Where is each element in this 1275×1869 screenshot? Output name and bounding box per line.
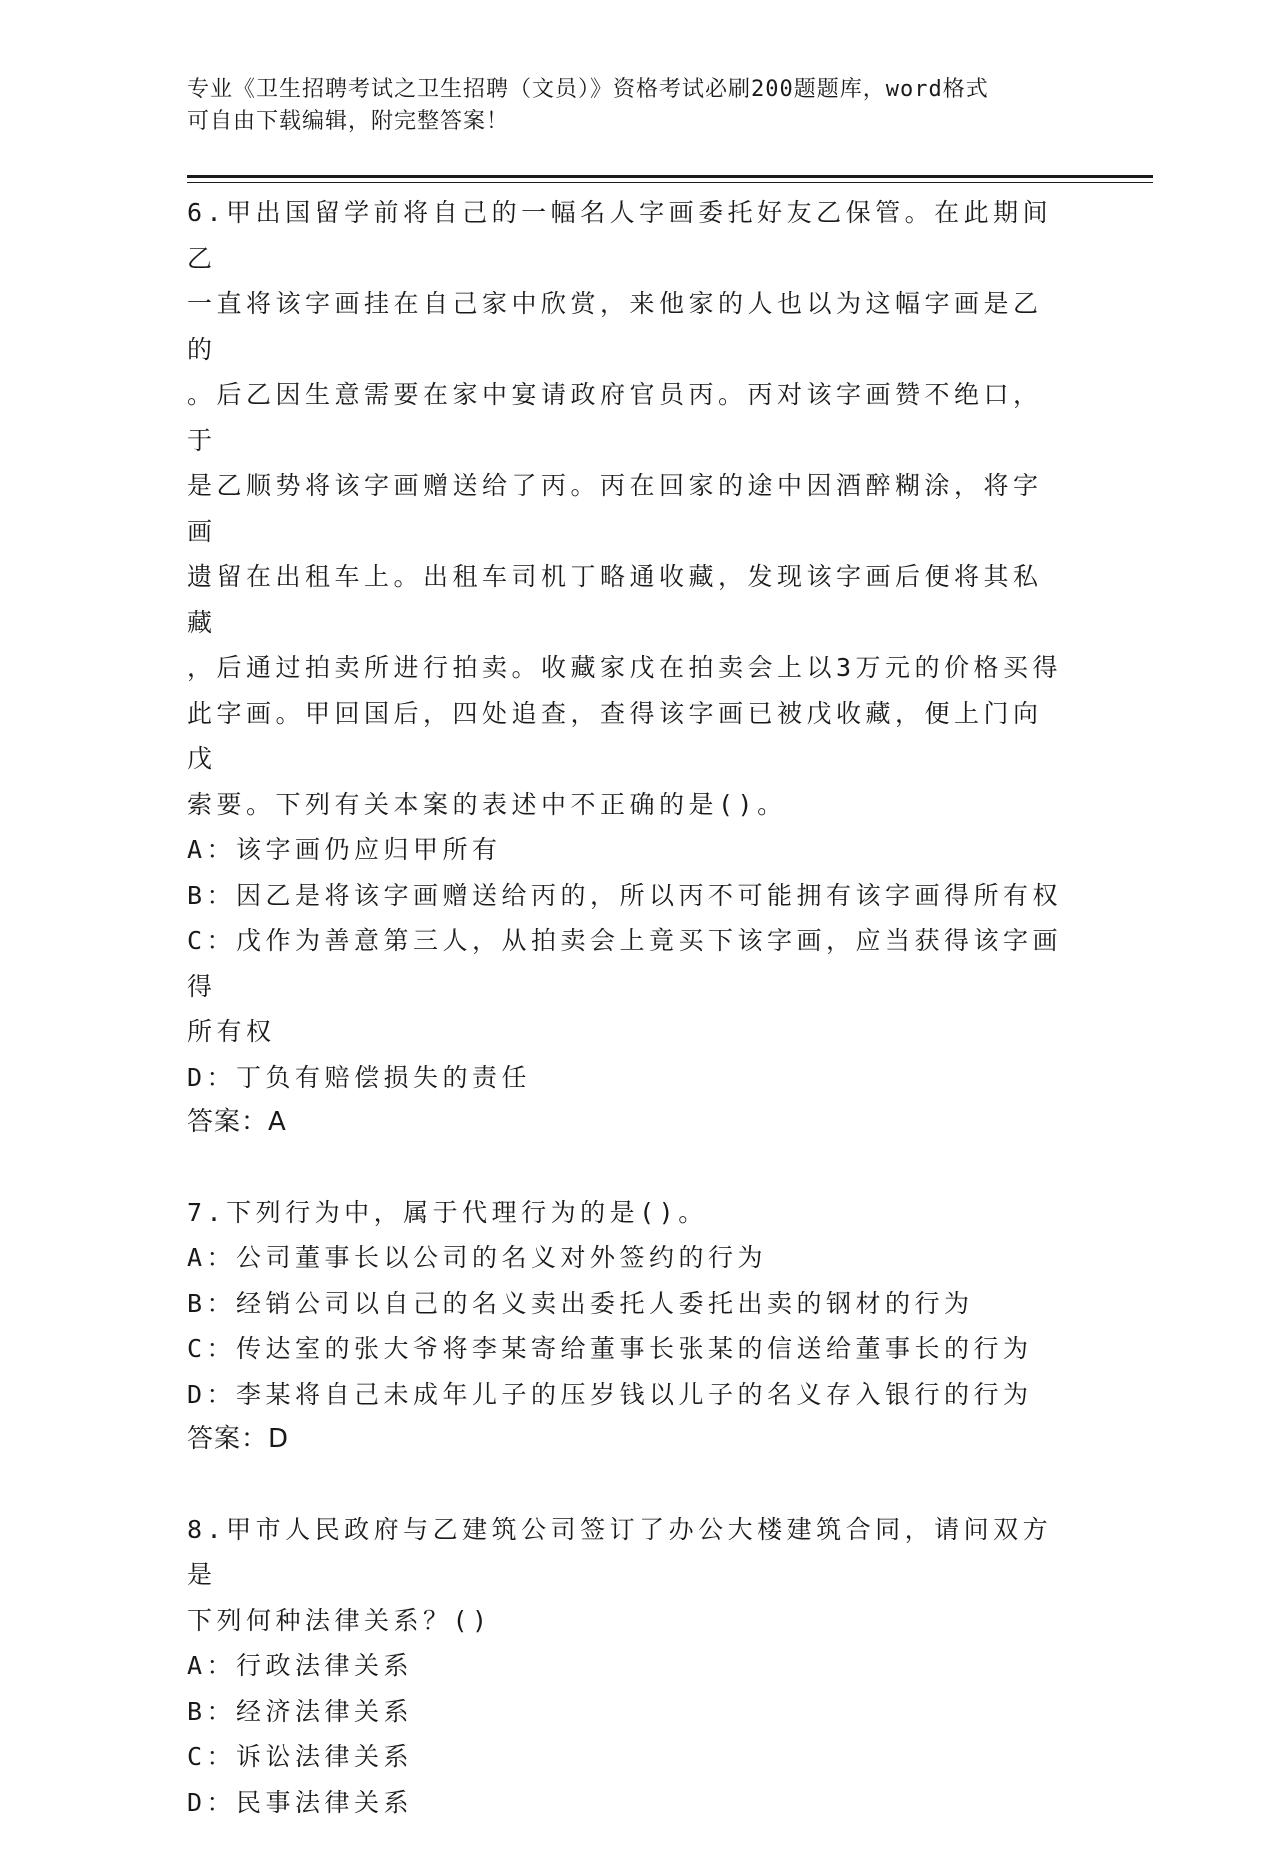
- header-line-2: 可自由下载编辑，附完整答案！: [187, 109, 510, 134]
- question-8-option-b: B：经济法律关系: [187, 1696, 414, 1726]
- question-6-stem-line: ，后通过拍卖所进行拍卖。收藏家戊在拍卖会上以3万元的价格买得: [187, 653, 1063, 682]
- question-7: [187, 1190, 1067, 1463]
- question-7-option-d: D：李某将自己未成年儿子的压岁钱以儿子的名义存入银行的行为: [187, 1379, 1033, 1409]
- question-7-option-c: C：传达室的张大爷将李某寄给董事长张某的信送给董事长的行为: [187, 1334, 1033, 1363]
- question-6-option-b: B：因乙是将该字画赠送给丙的，所以丙不可能拥有该字画得所有权: [187, 880, 1063, 910]
- header-line-1: 专业《卫生招聘考试之卫生招聘（文员）》资格考试必刷200题题库，word格式: [187, 77, 989, 102]
- question-6: [187, 190, 1067, 1146]
- question-7-answer: 答案：D: [187, 1424, 290, 1454]
- question-6-option-c: C：戊作为善意第三人，从拍卖会上竟买下该字画，应当获得该字画得: [187, 926, 1063, 1001]
- header-divider-thick: [187, 175, 1153, 178]
- header-divider-thin: [187, 182, 1153, 183]
- question-8-option-d: D：民事法律关系: [187, 1787, 414, 1817]
- question-list: [187, 190, 1067, 1869]
- question-8-stem-line: 8.甲市人民政府与乙建筑公司签订了办公大楼建筑合同，请问双方是: [187, 1514, 1053, 1589]
- question-6-stem-line: 。后乙因生意需要在家中宴请政府官员丙。丙对该字画赞不绝口，于: [187, 380, 1043, 455]
- question-6-stem-line: 是乙顺势将该字画赠送给了丙。丙在回家的途中因酒醉糊涂，将字画: [187, 471, 1043, 546]
- question-6-option-a: A：该字画仍应归甲所有: [187, 835, 502, 864]
- question-8: [187, 1507, 1067, 1826]
- question-8-option-a: A：行政法律关系: [187, 1651, 414, 1680]
- question-6-stem-line: 一直将该字画挂在自己家中欣赏，来他家的人也以为这幅字画是乙的: [187, 289, 1043, 364]
- question-6-stem-line: 此字画。甲回国后，四处追查，查得该字画已被戊收藏，便上门向戊: [187, 698, 1043, 773]
- question-6-option-d: D：丁负有赔偿损失的责任: [187, 1062, 532, 1092]
- question-7-option-b: B：经销公司以自己的名义卖出委托人委托出卖的钢材的行为: [187, 1288, 974, 1318]
- question-6-option-c-continued: 所有权: [187, 1017, 276, 1046]
- question-6-stem-line: 遗留在出租车上。出租车司机丁略通收藏，发现该字画后便将其私藏: [187, 562, 1043, 637]
- document-header: [187, 74, 1067, 138]
- question-6-stem-line: 6.甲出国留学前将自己的一幅名人字画委托好友乙保管。在此期间乙: [187, 198, 1053, 273]
- question-8-option-c: C：诉讼法律关系: [187, 1742, 414, 1771]
- question-7-option-a: A：公司董事长以公司的名义对外签约的行为: [187, 1243, 768, 1272]
- question-7-stem-line: 7.下列行为中，属于代理行为的是()。: [187, 1197, 708, 1227]
- question-6-answer: 答案：A: [187, 1107, 287, 1137]
- question-8-stem-line: 下列何种法律关系？(): [187, 1605, 492, 1635]
- question-6-stem-line: 索要。下列有关本案的表述中不正确的是()。: [187, 789, 787, 819]
